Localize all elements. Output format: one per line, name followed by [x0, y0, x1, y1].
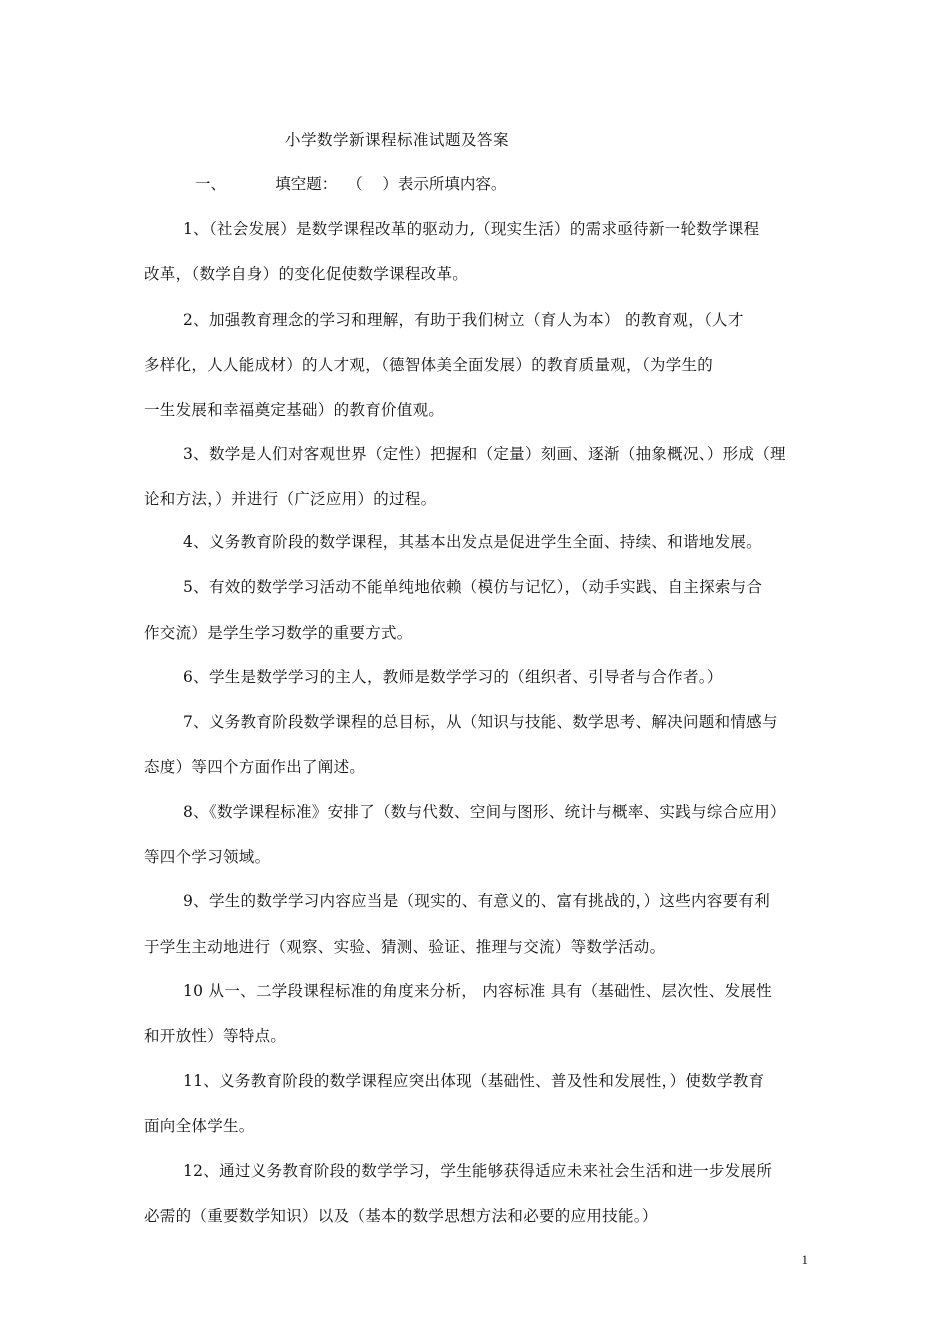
item-2-line-3: 一生发展和幸福奠定基础）的教育价值观。 [144, 401, 445, 419]
item-5-line-2: 作交流）是学生学习数学的重要方式。 [144, 624, 413, 642]
item-10-line-2: 和开放性）等特点。 [144, 1027, 287, 1045]
item-11-line-2: 面向全体学生。 [144, 1117, 255, 1135]
item-4-line-1: 4、义务教育阶段的数学课程，其基本出发点是促进学生全面、持续、和谐地发展。 [183, 533, 762, 551]
item-7-line-2: 态度）等四个方面作出了阐述。 [144, 758, 366, 776]
item-3-line-2: 论和方法，）并进行（广泛应用）的过程。 [144, 490, 437, 508]
section-heading: 一、 填空题： （ ）表示所填内容。 [195, 175, 507, 193]
item-12-line-2: 必需的（重要数学知识）以及（基本的数学思想方法和必要的应用技能。） [144, 1207, 658, 1225]
page-number: 1 [801, 1252, 808, 1267]
item-9-line-1: 9、学生的数学学习内容应当是（现实的、有意义的、富有挑战的，）这些内容要有利 [183, 892, 771, 910]
item-9-line-2: 于学生主动地进行（观察、实验、猜测、验证、推理与交流）等数学活动。 [144, 938, 666, 956]
item-8-line-1: 8、《数学课程标准》安排了（数与代数、空间与图形、统计与概率、实践与综合应用） [183, 803, 786, 821]
item-5-line-1: 5、有效的数学学习活动不能单纯地依赖（模仿与记忆），（动手实践、自主探索与合 [183, 578, 763, 596]
item-10-line-1: 10 从一、二学段课程标准的角度来分析， 内容标准 具有（基础性、层次性、发展性 [183, 982, 773, 1000]
item-12-line-1: 12、通过义务教育阶段的数学学习，学生能够获得适应未来社会生活和进一步发展所 [183, 1162, 773, 1180]
item-1-line-1: 1、（社会发展）是数学课程改革的驱动力,（现实生活）的需求亟待新一轮数学课程 [183, 220, 760, 238]
item-2-line-2: 多样化，人人能成材）的人才观，（德智体美全面发展）的教育质量观，（为学生的 [144, 356, 714, 374]
item-2-line-1: 2、加强教育理念的学习和理解，有助于我们树立（育人为本） 的教育观，（人才 [183, 311, 744, 329]
item-6-line-1: 6、学生是数学学习的主人，教师是数学学习的（组织者、引导者与合作者。） [183, 668, 723, 686]
item-1-line-2: 改革，（数学自身）的变化促使数学课程改革。 [144, 265, 469, 283]
item-3-line-1: 3、数学是人们对客观世界（定性）把握和（定量）刻画、逐渐（抽象概况、）形成（理 [183, 445, 786, 463]
item-8-line-2: 等四个学习领域。 [144, 848, 271, 866]
item-7-line-1: 7、义务教育阶段数学课程的总目标，从（知识与技能、数学思考、解决问题和情感与 [183, 713, 778, 731]
item-11-line-1: 11、义务教育阶段的数学课程应突出体现（基础性、普及性和发展性，）使数学教育 [183, 1072, 765, 1090]
document-title: 小学数学新课程标准试题及答案 [285, 131, 510, 149]
